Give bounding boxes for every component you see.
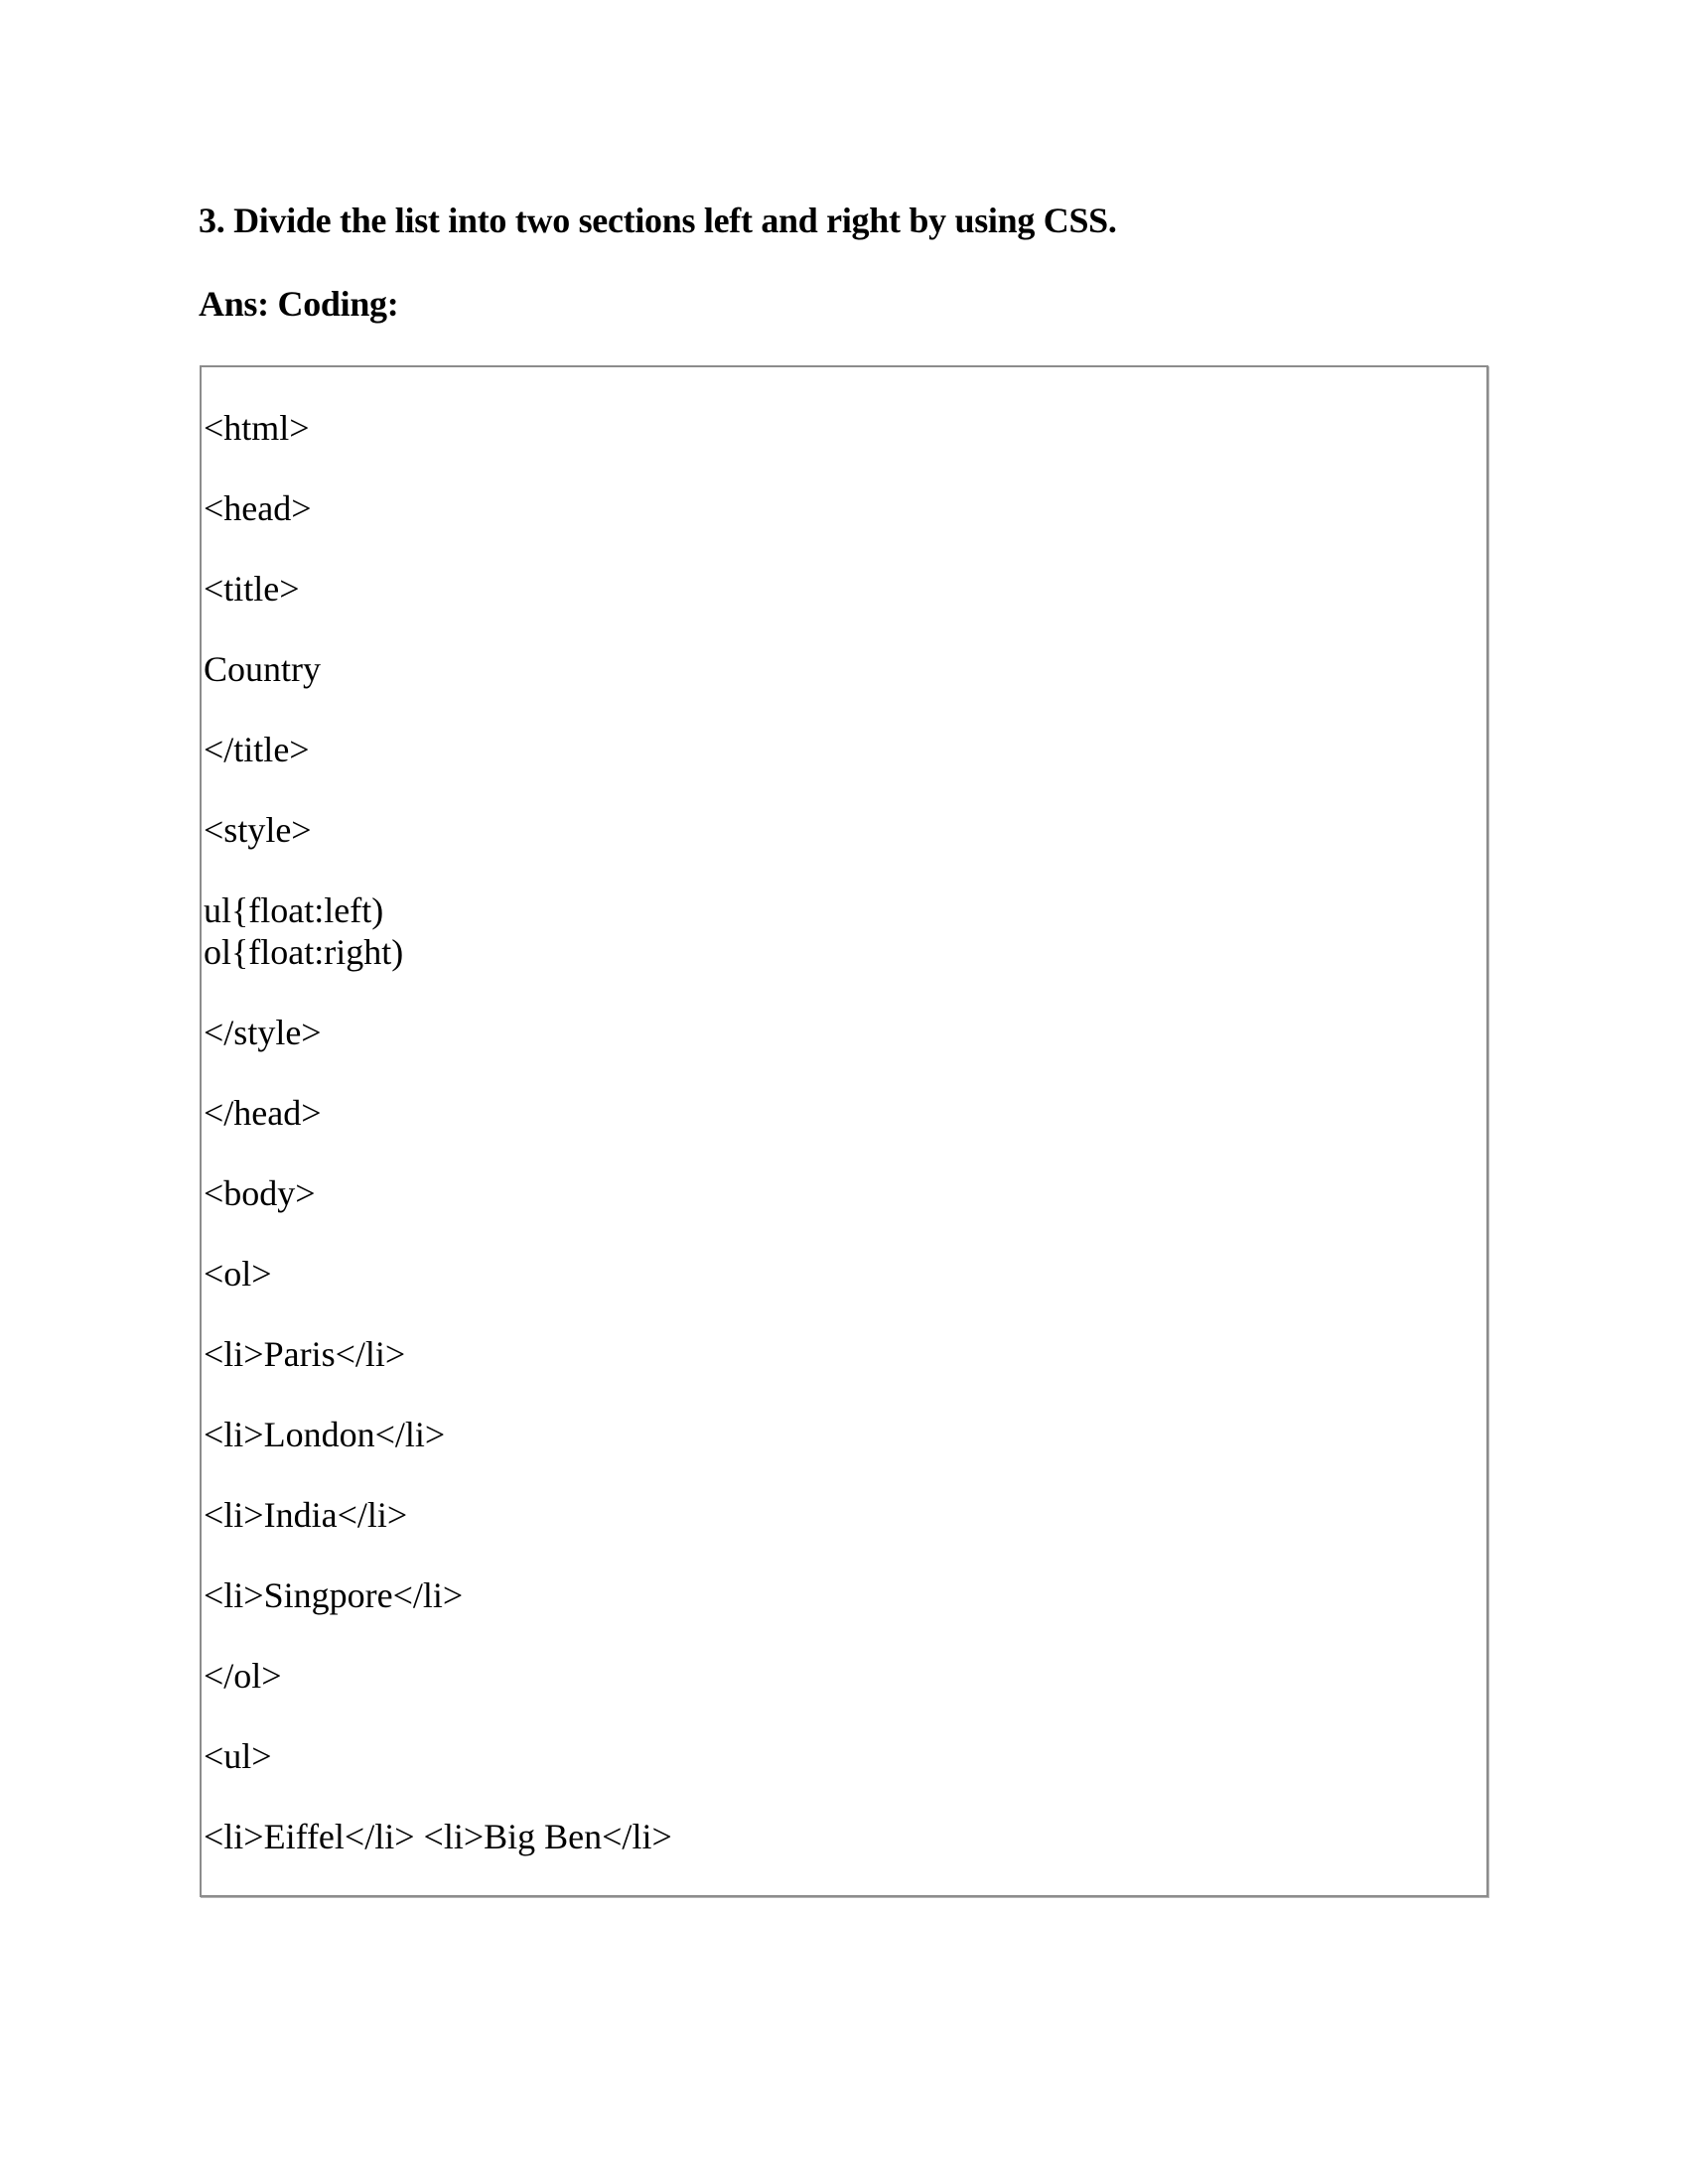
- code-line-li-india: <li>India</li>: [204, 1495, 408, 1535]
- code-line-style-close: </style>: [204, 1013, 322, 1052]
- code-line-ul-rule: ul{float:left): [204, 890, 384, 930]
- code-line-style-open: <style>: [204, 810, 312, 850]
- code-line-title-open: <title>: [204, 569, 300, 609]
- code-line-title-text: Country: [204, 649, 322, 689]
- code-line-li-london: <li>London</li>: [204, 1415, 446, 1454]
- code-line-ul-open: <ul>: [204, 1736, 272, 1776]
- code-line-ol-close: </ol>: [204, 1656, 282, 1696]
- code-line-head-open: <head>: [204, 488, 312, 528]
- answer-label: Ans: Coding:: [199, 284, 399, 324]
- code-line-head-close: </head>: [204, 1093, 322, 1133]
- code-box: [200, 365, 1488, 1897]
- code-line-ol-open: <ol>: [204, 1254, 272, 1294]
- code-line-li-singpore: <li>Singpore</li>: [204, 1575, 464, 1615]
- code-line-title-close: </title>: [204, 730, 310, 769]
- code-line-ol-rule: ol{float:right): [204, 932, 404, 972]
- code-line-html-open: <html>: [204, 408, 310, 448]
- question-heading: 3. Divide the list into two sections left and right by using CSS.: [199, 201, 1117, 240]
- code-line-body-open: <body>: [204, 1173, 316, 1213]
- code-line-li-paris: <li>Paris</li>: [204, 1334, 406, 1374]
- code-line-li-eiffel-bigben: <li>Eiffel</li> <li>Big Ben</li>: [204, 1817, 672, 1856]
